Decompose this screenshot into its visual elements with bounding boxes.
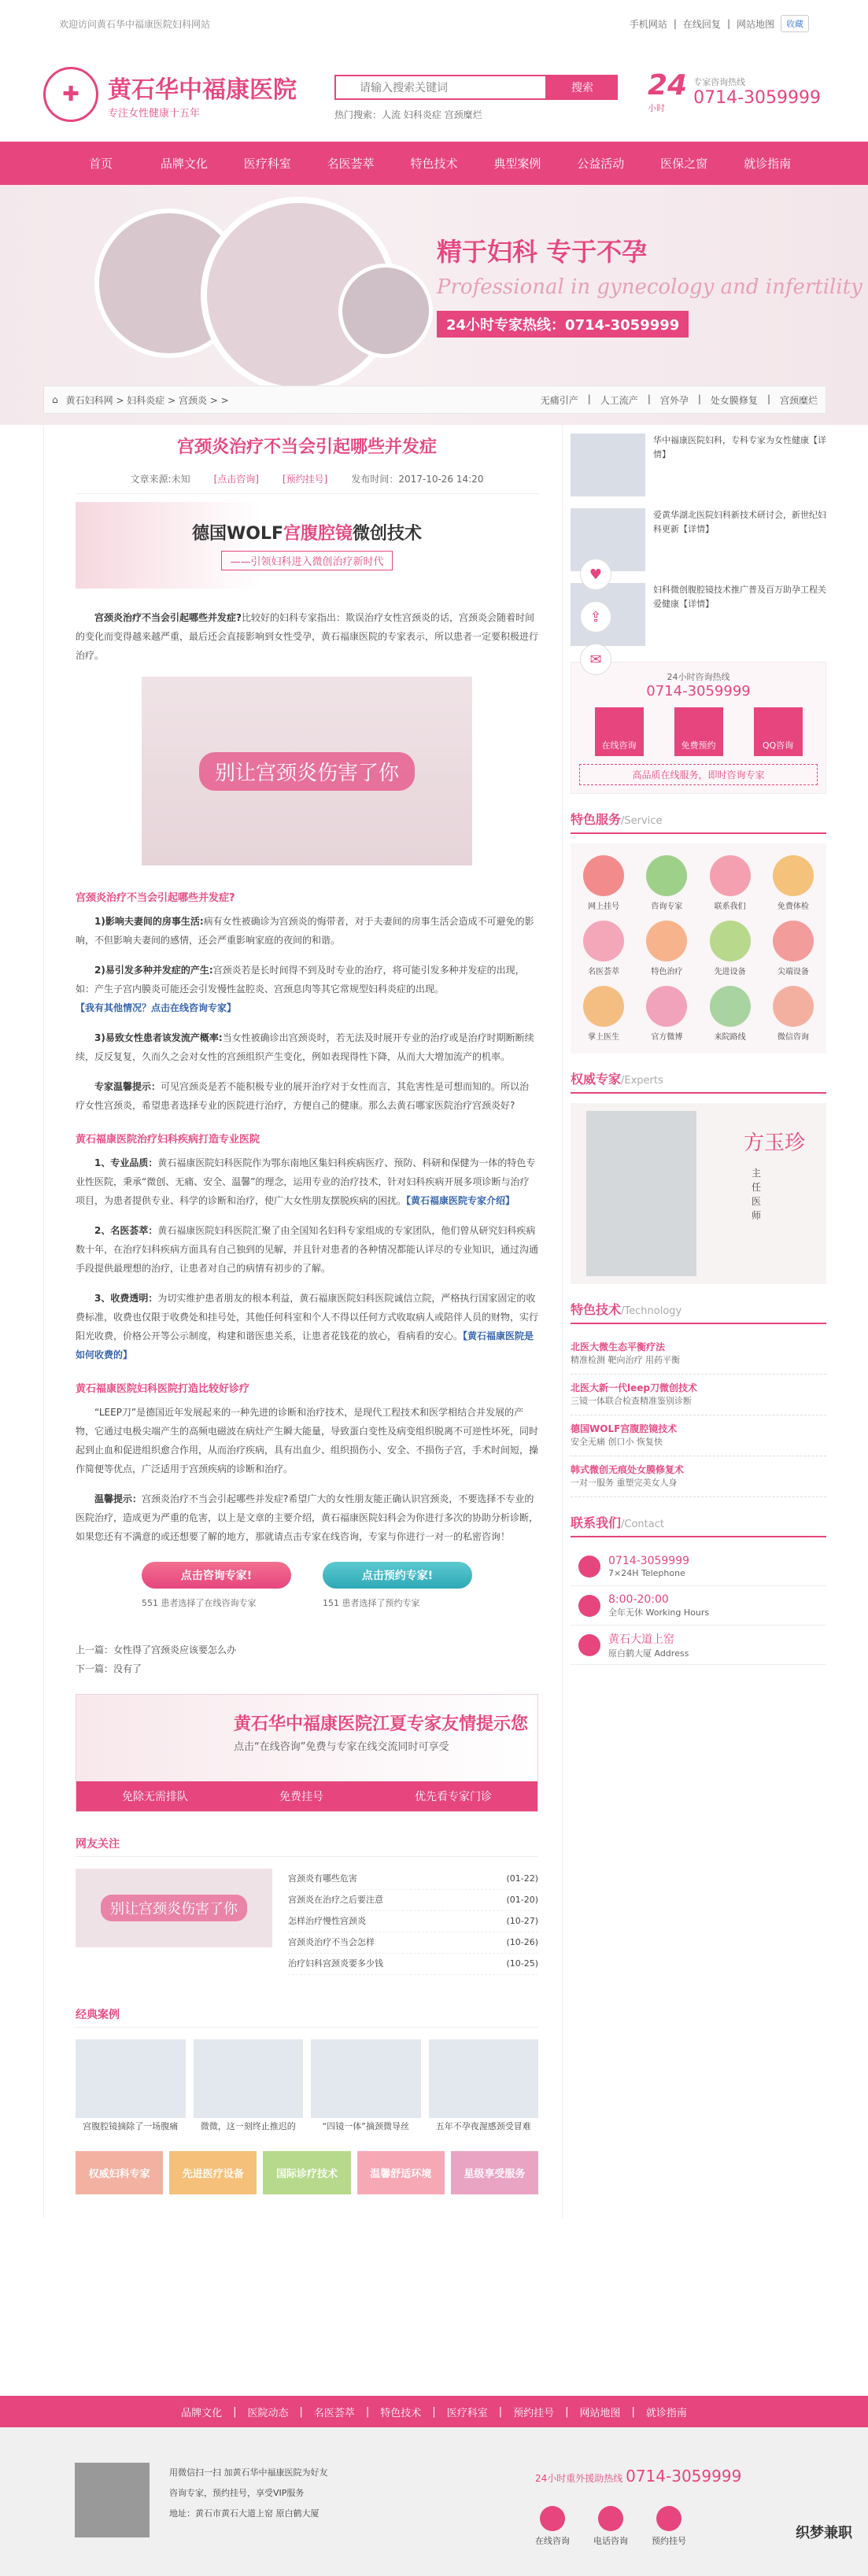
main [43, 414, 826, 2218]
paragraph-lead: 2)易引发多种并发症的产生: [94, 965, 213, 976]
tech-item[interactable] [571, 1375, 826, 1415]
list-item[interactable] [288, 1890, 538, 1911]
section-heading: 宫颈炎治疗不当会引起哪些并发症? [76, 892, 235, 904]
share-icons [580, 559, 611, 675]
paragraph-text: 病有女性被确诊为宫颈炎的悔带者，对于夫妻间的房事生活会造成不可避免的影响，不但影响夫妻间的感情，还会严重影响家庭的夜间的和谐。 [76, 916, 534, 946]
friends-list [288, 1869, 538, 1975]
service-item[interactable] [640, 921, 693, 976]
hotline-box-tel: 0714-3059999 [646, 683, 751, 699]
consult-title: 黄石华中福康医院江夏专家友情提示您 [234, 1714, 529, 1734]
tech-item-desc: 精准检测 靶向治疗 用药平衡 [571, 1355, 680, 1365]
case-card[interactable] [311, 2039, 421, 2135]
paragraph-lead: 2、名医荟萃： [94, 1225, 158, 1236]
contact-value: 8:00-20:00 [608, 1592, 669, 1606]
article-image-text: 别让宫颈炎伤害了你 [199, 752, 415, 791]
case-image [429, 2039, 539, 2118]
case-caption: 五年不孕夜渥感颈受冒难 [435, 2121, 531, 2131]
footer-info-line: 用微信扫一扫 加黄石华中福康医院为好友 [169, 2467, 328, 2478]
book-expert-button[interactable]: 点击预约专家! [323, 1562, 472, 1589]
footer-nav-item[interactable]: 医疗科室 [446, 2407, 488, 2419]
contact-address [571, 1626, 826, 1665]
content-wrap [43, 386, 826, 2218]
friends-image[interactable] [76, 1869, 272, 1947]
service-icon [583, 921, 624, 961]
footer-nav-item[interactable]: 特色技术 [380, 2407, 422, 2419]
news-image [571, 434, 645, 496]
search-button[interactable]: 搜索 [547, 75, 618, 100]
nav-item-cases[interactable]: 典型案例 [493, 157, 541, 171]
paragraph [76, 912, 538, 950]
footer-icon-label: 预约挂号 [652, 2536, 686, 2546]
consult-count: 551 患者选择了在线咨询专家 [142, 1598, 257, 1608]
expert-link[interactable]: 【黄石福康医院专家介绍】 [406, 1195, 515, 1206]
book-count: 151 患者选择了预约专家 [323, 1598, 420, 1608]
tech-item-title: 韩式微创无痕处女膜修复术 [571, 1464, 685, 1475]
nav-item-guide[interactable]: 就诊指南 [744, 157, 792, 171]
tech-item[interactable] [571, 1456, 826, 1497]
qr-code [75, 2463, 150, 2537]
watermark-brand: 织梦兼职 [796, 2525, 852, 2541]
news-text: 华中福康医院妇科，专科专家为女性健康【详情】 [653, 435, 826, 459]
top-link-reply[interactable]: 在线回复 [682, 18, 721, 30]
service-icon [773, 986, 814, 1027]
footer-nav-item[interactable]: 名医荟萃 [313, 2407, 355, 2419]
service-item[interactable] [766, 921, 820, 976]
list-item[interactable] [288, 1911, 538, 1932]
service-item[interactable] [704, 986, 757, 1042]
case-image [194, 2039, 304, 2118]
article-meta [76, 472, 538, 494]
paragraph-text: 为切实维护患者朋友的根本利益，黄石福康医院妇科医院诚信立院，严格执行国家固定的收费标准，收费也仅限于收费处和挂号处，其他任何科室和个人不得以任何方式收取病人或陪伴人员的财物，实行阳光收费，价格公开等公示制度，构建和谐医患关系，让患者花钱花的放心，看病看的安心。 [76, 1293, 539, 1342]
calendar-icon [656, 2506, 681, 2531]
service-title: 特色服务 [571, 812, 622, 827]
paragraph-text: 宫颈炎若是长时间得不到及时专业的治疗，将可能引发多种并发症的出现，如：产生子宫内膜炎可能还会引发慢性盆腔炎、宫颈息肉等其它常规型妇科炎症的出现。 [76, 965, 525, 995]
expert-photo [586, 1111, 696, 1276]
search [334, 75, 618, 121]
nav-item-tech[interactable]: 特色技术 [410, 157, 458, 171]
logo-title: 黄石华中福康医院 [108, 76, 297, 104]
nav-item-home[interactable]: 首页 [88, 157, 113, 171]
service-label: 尖端设备 [777, 968, 809, 976]
tech-item-title: 北医大微生态平衡疗法 [571, 1342, 666, 1353]
feature-tile[interactable]: 权威妇科专家 [76, 2151, 163, 2194]
paragraph [76, 1489, 538, 1546]
expert-card[interactable] [571, 1103, 826, 1284]
hotline-box [571, 662, 826, 794]
meta-date: 发布时间：2017-10-26 14:20 [351, 474, 484, 485]
list-item-date: (01-20) [506, 1895, 538, 1905]
consult-bar-item[interactable]: 免除无需排队 [122, 1791, 188, 1803]
ad-title-a: 德国WOLF [191, 524, 283, 544]
meta-register-link[interactable]: [预约挂号] [282, 474, 328, 485]
service-label: 名医荟萃 [588, 968, 620, 976]
meta-consult-link[interactable]: [点击咨询] [213, 474, 259, 485]
paragraph [76, 1028, 538, 1066]
service-icon [773, 855, 814, 896]
contact-sub: 原白鹤大厦 Address [608, 1648, 689, 1659]
service-label: 微信咨询 [777, 1033, 809, 1042]
friends-section [76, 1869, 538, 1975]
top-link-mobile[interactable]: 手机网站 [629, 18, 667, 30]
paragraph [76, 1153, 538, 1210]
service-item[interactable] [766, 986, 820, 1042]
top-bar [0, 0, 868, 47]
prev-next [76, 1640, 538, 1678]
hotline-tel: 0714-3059999 [693, 88, 821, 108]
warm-lead: 温馨提示： [94, 1493, 142, 1504]
crumb-link[interactable]: 宫颈糜烂 [779, 394, 818, 406]
sidebar [563, 414, 826, 2218]
contact-sub: 全年无休 Working Hours [608, 1607, 710, 1618]
service-icon [583, 986, 624, 1027]
crumb-link[interactable]: 处女膜修复 [710, 394, 758, 406]
contact-list [571, 1547, 826, 1665]
expert-heading [571, 1069, 826, 1094]
list-item-date: (10-27) [506, 1916, 538, 1926]
expert-title: 权威专家 [571, 1072, 622, 1087]
footer-nav-item[interactable]: 网站地图 [579, 2407, 621, 2419]
footer-info-line: 地址：黄石市黄石大道上窑 原白鹤大厦 [169, 2508, 319, 2519]
case-caption: 宫腹腔镜摘除了一场腹痛 [83, 2121, 179, 2131]
paragraph-lead: 1、专业品质： [94, 1157, 158, 1168]
service-icon [710, 921, 751, 961]
crumb-link[interactable]: 无痛引产 [540, 394, 578, 406]
meta-source: 文章来源:未知 [130, 474, 190, 485]
prev-link[interactable]: 上一篇：女性得了宫颈炎应该要怎么办 [76, 1644, 237, 1655]
nav-item-charity[interactable]: 公益活动 [577, 157, 625, 171]
footer-icon-label: 电话咨询 [593, 2536, 628, 2546]
service-label: 联系我们 [714, 902, 746, 911]
section-heading: 黄石福康医院妇科医院打造比较好诊疗 [76, 1383, 250, 1395]
logo[interactable] [43, 67, 297, 122]
feature-tile[interactable]: 国际诊疗技术 [263, 2151, 350, 2194]
tech-item[interactable] [571, 1415, 826, 1456]
list-item-title: 怎样治疗慢性宫颈炎 [288, 1916, 366, 1926]
breadcrumb-links: 无痛引产 | 人工流产 | 宫外孕 | 处女膜修复 | 宫颈糜烂 [540, 393, 818, 406]
tech-item-title: 德国WOLF宫腹腔镜技术 [571, 1423, 678, 1434]
consult-bar [76, 1781, 537, 1811]
tech-item-desc: 安全无痛 创口小 恢复快 [571, 1437, 663, 1447]
footer-nav-item[interactable]: 医院动态 [247, 2407, 289, 2419]
share-icon[interactable]: ⇪ [580, 601, 611, 633]
service-label: 特色治疗 [651, 968, 683, 976]
main-nav [0, 142, 868, 185]
logo-subtitle: 专注女性健康十五年 [108, 107, 201, 120]
ad-title-c: 微创技术 [353, 524, 423, 544]
expert-title-en: /Experts [621, 1075, 663, 1087]
footer-phone-button[interactable] [593, 2506, 628, 2547]
cases-list [76, 2039, 538, 2135]
service-icon [646, 921, 687, 961]
tech-list [571, 1334, 826, 1497]
top-links: 手机网站 | 在线回复 | 网站地图 收藏 [630, 15, 809, 32]
banner-slogan-en: Professional in gynecology and infertility [437, 275, 862, 299]
service-label: 掌上医生 [588, 1033, 620, 1042]
news-text: 爱黄华湖北医院妇科新技术研讨会，新世纪妇科更新【详情】 [653, 510, 826, 534]
case-image [311, 2039, 421, 2118]
sidebar-news[interactable] [571, 434, 826, 496]
list-item[interactable] [288, 1932, 538, 1954]
service-label: 免费体检 [777, 902, 809, 911]
service-item[interactable] [577, 855, 630, 911]
footer-icons [535, 2506, 686, 2547]
case-card[interactable] [194, 2039, 304, 2135]
list-item-title: 治疗妇科宫颈炎要多少钱 [288, 1958, 383, 1969]
consult-expert-button[interactable]: 点击咨询专家! [142, 1562, 291, 1589]
footer-info-line: 咨询专家，预约挂号，享受VIP服务 [169, 2488, 305, 2498]
tech-title: 特色技术 [571, 1302, 622, 1317]
breadcrumb-path[interactable]: 黄石妇科网 > 妇科炎症 > 宫颈炎 > > [65, 394, 229, 406]
service-label: 网上挂号 [588, 902, 620, 911]
case-card[interactable] [429, 2039, 539, 2135]
article-title: 宫颈炎治疗不当会引起哪些并发症 [176, 437, 437, 457]
phone-icon [598, 2506, 623, 2531]
fav-button[interactable]: 收藏 [781, 15, 809, 32]
next-link[interactable]: 下一篇：没有了 [76, 1663, 142, 1674]
service-item[interactable] [577, 921, 630, 976]
tech-heading [571, 1300, 826, 1324]
service-label: 咨询专家 [651, 902, 683, 911]
paragraph-text: 可见宫颈炎是若不能积极专业的展开治疗对于女性而言，其危害性是可想而知的。所以治疗女性宫颈炎，希望患者选择专业的医院进行治疗，方便自己的健康。那么去黄石哪家医院治疗宫颈炎好? [76, 1081, 530, 1111]
paragraph [76, 1077, 538, 1115]
friends-image-text: 别让宫颈炎伤害了你 [101, 1895, 247, 1921]
footer-booking-button[interactable] [652, 2506, 686, 2547]
heart-icon[interactable]: ♥ [580, 559, 611, 590]
list-item-date: (10-26) [506, 1937, 538, 1947]
tech-item[interactable] [571, 1334, 826, 1375]
consult-bar-item[interactable]: 优先看专家门诊 [415, 1791, 492, 1803]
chat-icon[interactable]: ✉ [580, 644, 611, 675]
service-title-en: /Service [621, 815, 663, 827]
paragraph [76, 961, 538, 1017]
service-icon [710, 855, 751, 896]
service-label: 先进设备 [714, 968, 746, 976]
nav-item-insurance[interactable]: 医保之窗 [660, 157, 708, 171]
list-item-title: 宫颈炎在治疗之后要注意 [288, 1895, 383, 1905]
paragraph-text: 当女性被确诊出宫颈炎时，若无法及时展开专业的治疗或是治疗时期断断续续，反反复复，久而久之会对女性的宫颈组织产生变化，例如表现得性下降，从而大大增加流产的机率。 [76, 1032, 534, 1062]
contact-value: 黄石大道上窑 [608, 1633, 674, 1646]
paragraph-lead: 宫颈炎治疗不当会引起哪些并发症? [94, 612, 242, 623]
paragraph: “LEEP刀”是德国近年发展起来的一种先进的诊断和治疗技术，是现代工程技术和医学相结合并发展的产物，它通过电极尖端产生的高频电磁波在病灶产生瞬大能量，导致蛋白变性及病变组织脱离不可逆性坏死，同时起到止血和促进组织愈合作用，从而治疗疾病，具有出血少、组织损伤小、安全、不损伤子宫，手术时间短，操作简便等优点，广泛适用于宫颈疾病的诊断和治疗。 [76, 1407, 539, 1474]
service-icon [646, 855, 687, 896]
footer [0, 2427, 868, 2576]
friends-heading: 网友关注 [76, 1836, 538, 1857]
expert-role: 主任医师 [752, 1168, 762, 1221]
service-icon [646, 986, 687, 1027]
fee-link[interactable]: 【黄石福康医院是如何收费的】 [76, 1330, 534, 1360]
footer-call-tel: 0714-3059999 [626, 2467, 742, 2486]
service-heading [571, 810, 826, 834]
service-item[interactable] [577, 986, 630, 1042]
list-item[interactable] [288, 1869, 538, 1890]
section-heading: 黄石福康医院治疗妇科疾病打造专业医院 [76, 1134, 260, 1146]
paragraph-text: 比较好的妇科专家指出：欺误治疗女性宫颈炎的话，宫颈炎会随着时间的变化而变得越来越严重，最后还会直接影响到女性受孕，黄石福康医院的专家表示，所以患者一定要积极进行治疗。 [76, 612, 539, 661]
footer-call-label: 24小时重外援助热线 [535, 2473, 623, 2484]
footer-call [535, 2467, 741, 2486]
breadcrumb [43, 386, 826, 414]
consult-banner[interactable] [76, 1694, 538, 1812]
footer-nav-item[interactable]: 预约挂号 [513, 2407, 555, 2419]
online-consult-button[interactable]: 在线咨询 [595, 707, 644, 756]
hot-search: 热门搜索：人流 妇科炎症 宫颈糜烂 [334, 109, 482, 120]
article-image [142, 677, 472, 865]
footer-icon-label: 在线咨询 [535, 2536, 570, 2546]
tech-item-desc: 三镜一体联合检查精准鉴别诊断 [571, 1396, 692, 1406]
service-icon [710, 986, 751, 1027]
qq-consult-button[interactable]: QQ咨询 [754, 707, 803, 756]
ad-title-b: 宫腹腔镜 [283, 524, 353, 544]
consult-bar-item[interactable]: 免费挂号 [279, 1791, 323, 1803]
article [43, 414, 563, 2218]
tip-lead: 专家温馨提示： [94, 1081, 161, 1092]
service-item[interactable] [640, 986, 693, 1042]
paragraph-text: 黄石福康医院妇科医院汇聚了由全国知名妇科专家组成的专家团队，他们曾从研究妇科疾病数十年，在治疗妇科疾病方面具有自己独到的见解，并且针对患者的各种情况都能认详尽的专业知识，通过沟通手段提供最理想的治疗，让患者对自己的病情有初步的了解。 [76, 1225, 539, 1274]
footer-info [169, 2463, 328, 2524]
crumb-link[interactable]: 人工流产 [600, 394, 638, 406]
case-card[interactable] [76, 2039, 186, 2135]
logo-seal-icon: ✚ [43, 67, 98, 122]
service-label: 官方微博 [651, 1033, 683, 1042]
location-icon [578, 1634, 600, 1656]
paragraph [76, 608, 538, 665]
banner-hotline: 24小时专家热线：0714-3059999 [437, 311, 689, 338]
hotline-note[interactable]: 高品质在线服务，即时咨询专家 [579, 764, 818, 785]
feature-tiles [76, 2151, 538, 2194]
nav-item-brand[interactable]: 品牌文化 [160, 157, 208, 171]
top-link-sitemap[interactable]: 网站地图 [736, 18, 774, 30]
footer-nav-item[interactable]: 就诊指南 [645, 2407, 687, 2419]
contact-title: 联系我们 [571, 1515, 622, 1530]
phone-icon [578, 1556, 600, 1578]
home-icon: ⌂ [52, 394, 58, 405]
paragraph-lead: 3)易致女性患者该发流产概率: [94, 1032, 223, 1043]
nav-item-depts[interactable]: 医疗科室 [243, 157, 291, 171]
service-icon [773, 921, 814, 961]
paragraph-lead: 3、收费透明： [94, 1293, 158, 1304]
welcome-text: 欢迎访问黄石华中福康医院妇科网站 [59, 18, 211, 30]
case-caption: 微微，这一刻终止推迟的 [200, 2121, 296, 2131]
contact-hours [571, 1586, 826, 1626]
header [0, 47, 868, 142]
case-caption: “四镜一体”摘颈微导丝 [322, 2121, 409, 2131]
list-item-title: 宫颈炎有哪些危害 [288, 1873, 357, 1884]
nav-item-doctors[interactable]: 名医荟萃 [327, 157, 375, 171]
service-item[interactable] [640, 855, 693, 911]
cta-counts [76, 1596, 538, 1609]
tech-title-en: /Technology [621, 1305, 682, 1317]
cases-heading: 经典案例 [76, 2006, 538, 2028]
service-item[interactable] [704, 855, 757, 911]
paragraph [76, 1289, 538, 1364]
contact-title-en: /Contact [621, 1519, 664, 1530]
list-item-date: (10-25) [506, 1958, 538, 1969]
hotline-24-sub: 小时 [647, 103, 665, 113]
feature-tile[interactable]: 星级享受服务 [451, 2151, 538, 2194]
list-item-title: 宫颈炎治疗不当会怎样 [288, 1937, 375, 1947]
service-item[interactable] [704, 921, 757, 976]
cta-buttons [76, 1562, 538, 1589]
footer-nav-item[interactable]: 品牌文化 [181, 2407, 223, 2419]
list-item[interactable] [288, 1954, 538, 1975]
ad-subtitle: ——引领妇科进入微创治疗新时代 [221, 551, 392, 570]
hotline-24: 24 [647, 69, 688, 101]
feature-tile[interactable]: 温馨舒适环境 [357, 2151, 445, 2194]
hotline-box-label: 24小时咨询热线 [667, 672, 730, 682]
news-text: 妇科微创腹腔镜技术推广普及百万助孕工程关爱健康【详情】 [653, 585, 826, 609]
service-item[interactable] [766, 855, 820, 911]
consult-link[interactable]: 【我有其他情况？点击在线咨询专家】 [76, 1002, 237, 1013]
tech-item-desc: 一对一服务 重塑完美女人身 [571, 1478, 678, 1488]
consult-subtitle: 点击“在线咨询”免费与专家在线交流同时可享受 [234, 1741, 449, 1753]
crumb-link[interactable]: 宫外孕 [659, 394, 689, 406]
hotline [648, 69, 821, 114]
paragraph [76, 1221, 538, 1278]
hotline-label: 专家咨询热线 [693, 77, 746, 87]
ad-banner-wolf[interactable] [76, 502, 538, 589]
paragraph-lead: 1)影响夫妻间的房事生活: [94, 916, 204, 927]
service-label: 来院路线 [714, 1033, 746, 1042]
case-image [76, 2039, 186, 2118]
contact-value: 0714-3059999 [608, 1554, 690, 1567]
search-input[interactable] [334, 75, 547, 100]
paragraph-text: 宫颈炎治疗不当会引起哪些并发症?希望广大的女性朋友能正确认识宫颈炎，不要选择不专业的医院治疗，造成更为严重的危害，以上是文章的主要介绍，黄石福康医院妇科会为你进行多次的协助分析诊断，如果您还有不满意的或还想要了解的地方，那就请点击专家在线咨询，专家与你进行一对一的私密咨询！ [76, 1493, 539, 1542]
list-item-date: (01-22) [506, 1873, 538, 1884]
service-grid [571, 843, 826, 1054]
footer-consult-button[interactable] [535, 2506, 570, 2547]
contact-phone [571, 1547, 826, 1586]
feature-tile[interactable]: 先进医疗设备 [169, 2151, 257, 2194]
free-booking-button[interactable]: 免费预约 [674, 707, 723, 756]
banner-photo [338, 264, 433, 358]
contact-sub: 7×24H Telephone [608, 1567, 685, 1578]
tech-item-title: 北医大新一代leep刀微创技术 [571, 1382, 697, 1393]
chat-icon [540, 2506, 565, 2531]
service-icon [583, 855, 624, 896]
banner-slogan: 精于妇科 专于不孕 [437, 237, 648, 267]
footer-nav: 品牌文化 | 医院动态 | 名医荟萃 | 特色技术 | 医疗科室 | 预约挂号 | 网站地图 | 就诊指南 [0, 2396, 868, 2427]
clock-icon [578, 1595, 600, 1617]
expert-name: 方玉珍 [744, 1131, 806, 1155]
contact-heading [571, 1513, 826, 1537]
hotline-icons [579, 707, 818, 756]
paragraph-text: 黄石福康医院妇科医院作为鄂东南地区集妇科疾病医疗、预防、科研和保健为一体的特色专业性医院，秉承“微创、无痛、安全、温馨”的理念，运用专业的治疗技术，针对妇科疾病开展多项诊断与治疗项目，为患者提供专业、科学的诊断和治疗，使广大女性朋友摆脱疾病的困扰。 [76, 1157, 536, 1206]
